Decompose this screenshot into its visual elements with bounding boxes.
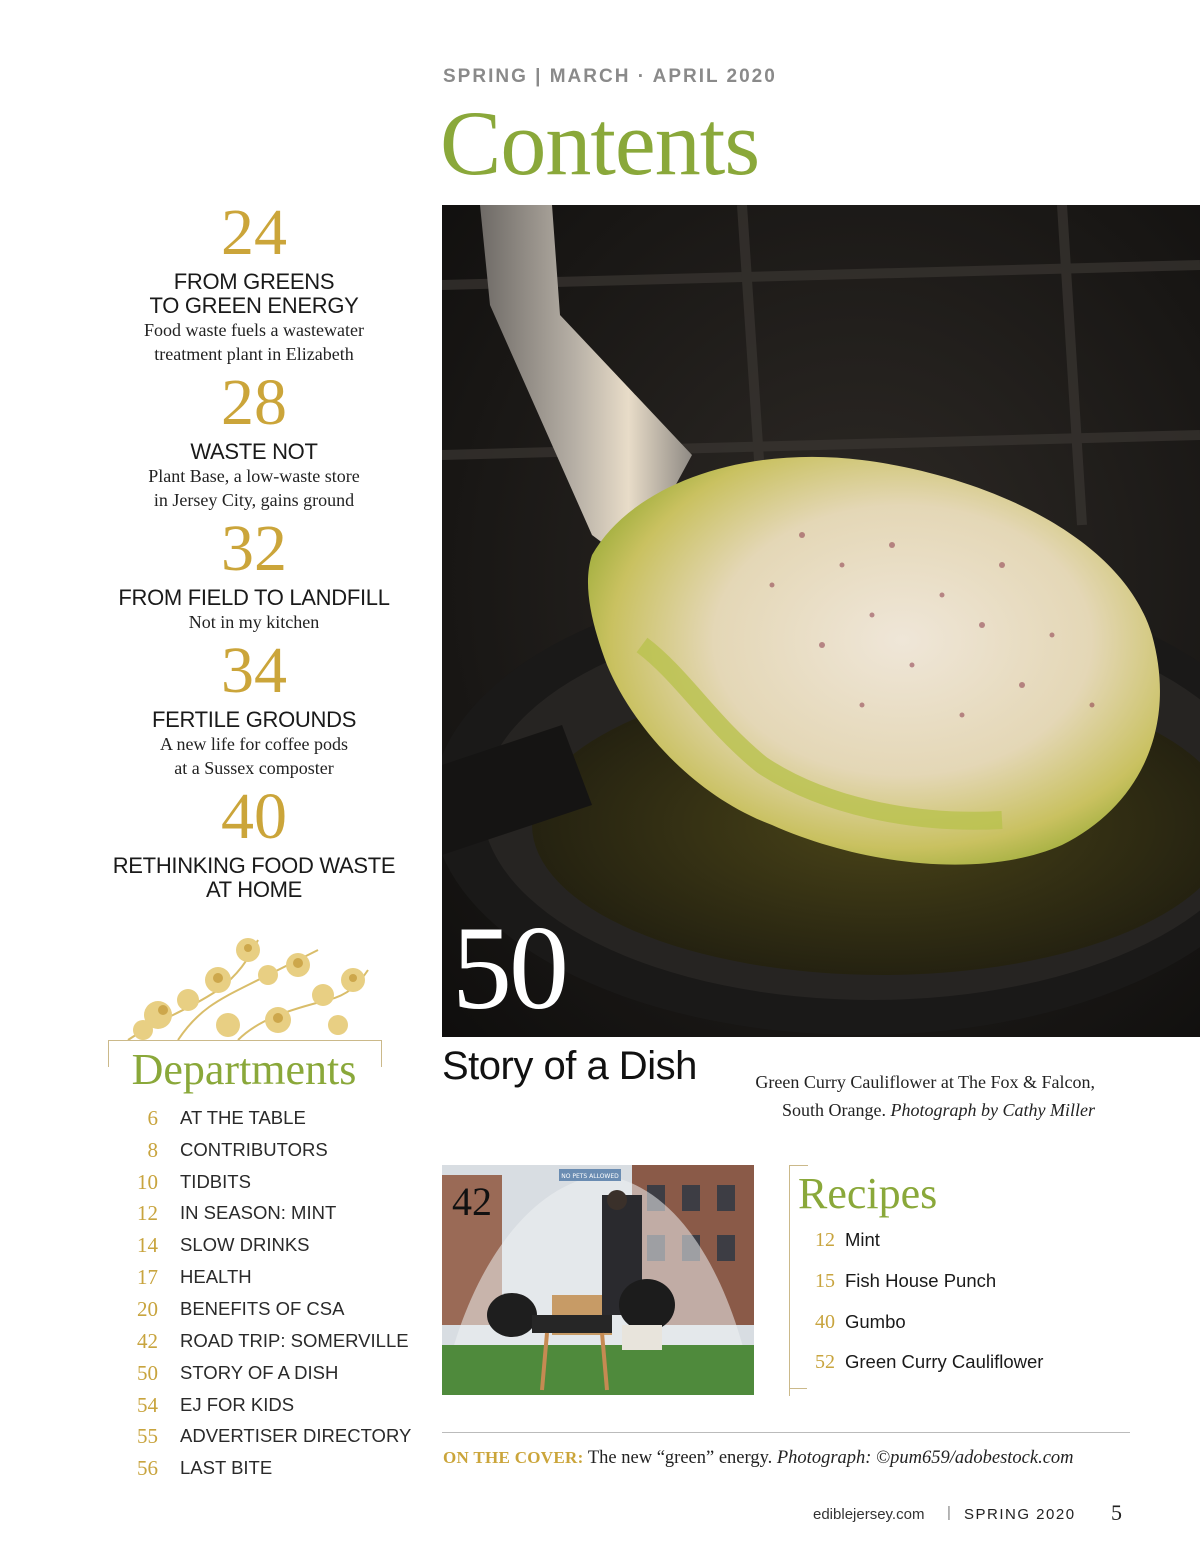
department-page-number: 50	[137, 1361, 158, 1385]
issue-line: SPRING | MARCH · APRIL 2020	[443, 66, 777, 87]
department-label: LAST BITE	[180, 1457, 273, 1478]
cover-credit: Photograph: ©pum659/adobestock.com	[776, 1448, 1074, 1468]
recipe-item[interactable]	[815, 1270, 996, 1300]
department-item[interactable]	[118, 1261, 418, 1293]
department-item[interactable]	[118, 1357, 418, 1389]
departments-heading: Departments	[131, 1045, 357, 1094]
feature-title: WASTE NOT	[190, 439, 318, 464]
recipe-label: Fish House Punch	[845, 1270, 997, 1291]
recipe-item[interactable]	[815, 1229, 880, 1259]
recipes-heading: Recipes	[798, 1169, 938, 1218]
recipes-frame-bottom	[789, 1388, 807, 1389]
department-page-number: 55	[137, 1424, 158, 1448]
department-page-number: 20	[137, 1297, 158, 1321]
hero-page-number: 50	[452, 901, 566, 1034]
department-page-number: 8	[147, 1138, 158, 1162]
road-trip-page-number: 42	[452, 1179, 492, 1224]
department-label: SLOW DRINKS	[180, 1234, 310, 1255]
cover-label: ON THE COVER:	[443, 1448, 584, 1467]
feature-title: RETHINKING FOOD WASTE AT HOME	[112, 853, 396, 902]
department-label: TIDBITS	[180, 1171, 251, 1192]
feature-title: FERTILE GROUNDS	[151, 707, 357, 732]
footer-issue: SPRING 2020	[964, 1506, 1076, 1523]
recipe-page-number: 12	[815, 1229, 835, 1251]
department-label: ADVERTISER DIRECTORY	[180, 1425, 412, 1446]
story-caption: Green Curry Cauliflower at The Fox & Falcon, South Orange. Photograph by Cathy Miller	[755, 1072, 1095, 1120]
cover-text: The new “green” energy.	[587, 1448, 773, 1468]
department-page-number: 14	[137, 1233, 158, 1257]
feature-item[interactable]	[98, 780, 410, 902]
department-label: EJ FOR KIDS	[180, 1394, 295, 1415]
department-page-number: 17	[137, 1265, 158, 1289]
department-item[interactable]	[118, 1389, 418, 1421]
footer-site[interactable]: ediblejersey.com	[813, 1506, 925, 1523]
page-title: Contents	[440, 92, 760, 194]
department-item[interactable]	[118, 1134, 418, 1166]
recipe-label: Gumbo	[845, 1311, 906, 1332]
footer-separator: |	[947, 1504, 951, 1521]
no-pets-sign: NO PETS ALLOWED	[561, 1173, 619, 1180]
feature-page-number: 24	[221, 196, 287, 269]
department-page-number: 6	[147, 1106, 158, 1130]
feature-item[interactable]	[98, 512, 410, 634]
department-label: IN SEASON: MINT	[180, 1202, 337, 1223]
department-label: STORY OF A DISH	[180, 1362, 339, 1383]
recipe-page-number: 15	[815, 1270, 835, 1292]
feature-description: Food waste fuels a wastewater treatment plant in Elizabeth	[144, 320, 364, 364]
divider	[442, 1432, 1130, 1433]
department-item[interactable]	[118, 1229, 418, 1261]
feature-page-number: 32	[221, 512, 287, 585]
recipe-page-number: 40	[815, 1311, 835, 1333]
cover-caption	[443, 1448, 1074, 1469]
department-item[interactable]	[118, 1197, 418, 1229]
feature-page-number: 40	[221, 780, 287, 853]
recipe-label: Green Curry Cauliflower	[845, 1351, 1044, 1372]
department-page-number: 54	[137, 1393, 158, 1417]
feature-description: Not in my kitchen	[188, 612, 320, 632]
department-item[interactable]	[118, 1420, 418, 1452]
recipe-item[interactable]	[815, 1351, 1043, 1381]
department-label: AT THE TABLE	[180, 1107, 306, 1128]
floral-illustration	[118, 930, 374, 1045]
department-page-number: 56	[137, 1456, 158, 1480]
department-item[interactable]	[118, 1452, 418, 1484]
department-item[interactable]	[118, 1102, 418, 1134]
feature-description: A new life for coffee pods at a Sussex composter	[159, 734, 349, 778]
feature-item[interactable]	[98, 634, 410, 780]
department-label: ROAD TRIP: SOMERVILLE	[180, 1330, 409, 1351]
department-page-number: 42	[137, 1329, 158, 1353]
feature-title: FROM GREENS TO GREEN ENERGY	[149, 269, 359, 318]
feature-item[interactable]	[98, 196, 410, 366]
feature-page-number: 28	[221, 366, 287, 439]
story-of-a-dish-title[interactable]: Story of a Dish	[442, 1044, 697, 1088]
department-item[interactable]	[118, 1166, 418, 1198]
department-label: BENEFITS OF CSA	[180, 1298, 345, 1319]
feature-item[interactable]	[98, 366, 410, 512]
department-label: HEALTH	[180, 1266, 252, 1287]
feature-title: FROM FIELD TO LANDFILL	[118, 585, 390, 610]
department-page-number: 12	[137, 1201, 158, 1225]
department-page-number: 10	[137, 1170, 158, 1194]
recipe-page-number: 52	[815, 1351, 835, 1373]
feature-description: Plant Base, a low-waste store in Jersey City, gains ground	[148, 466, 360, 510]
department-label: CONTRIBUTORS	[180, 1139, 328, 1160]
page-number: 5	[1111, 1500, 1122, 1525]
department-item[interactable]	[118, 1293, 418, 1325]
recipe-item[interactable]	[815, 1311, 906, 1341]
department-item[interactable]	[118, 1325, 418, 1357]
feature-page-number: 34	[221, 634, 287, 707]
recipe-label: Mint	[845, 1229, 880, 1250]
